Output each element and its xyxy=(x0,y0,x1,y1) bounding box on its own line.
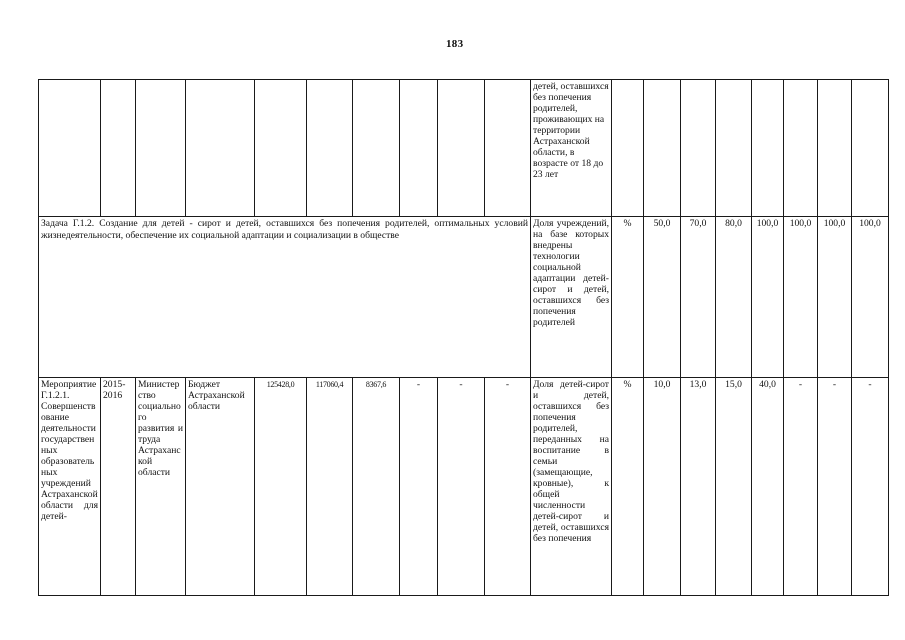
cell-value-7 xyxy=(852,80,889,217)
table-row-continuation xyxy=(39,80,889,217)
cell-value-4: 100,0 xyxy=(752,217,784,378)
cell-indicator: Доля учреждений, на базе которых внедрены технологии социальной адаптации детей-сирот и детей, оставшихся без попечения родителей xyxy=(531,217,612,378)
cell-year2 xyxy=(353,80,400,217)
table-row-task xyxy=(39,217,889,378)
cell-value-4 xyxy=(752,80,784,217)
cell-executor: Министерство социального развития и труда Астраханской области xyxy=(136,378,186,596)
cell-unit: % xyxy=(612,217,644,378)
cell-value-1: 10,0 xyxy=(644,378,681,596)
cell-total xyxy=(255,80,307,217)
cell-year4: - xyxy=(438,378,485,596)
cell-year3 xyxy=(400,80,438,217)
cell-value-1: 50,0 xyxy=(644,217,681,378)
page-number: 183 xyxy=(446,38,464,50)
cell-value-6 xyxy=(818,80,852,217)
cell-value-2: 70,0 xyxy=(681,217,716,378)
cell-value-1 xyxy=(644,80,681,217)
cell-indicator: детей, оставшихся без попечения родителей, проживающих на территории Астраханской области, в возрасте от 18 до 23 лет xyxy=(531,80,612,217)
cell-value-4: 40,0 xyxy=(752,378,784,596)
cell-value-3: 15,0 xyxy=(716,378,752,596)
cell-year2: 8367,6 xyxy=(353,378,400,596)
program-table xyxy=(38,79,889,596)
cell-value-7: 100,0 xyxy=(852,217,889,378)
cell-value-3 xyxy=(716,80,752,217)
cell-year3: - xyxy=(400,378,438,596)
cell-source: Бюджет Астраханской области xyxy=(186,378,255,596)
cell-source xyxy=(186,80,255,217)
cell-value-7: - xyxy=(852,378,889,596)
cell-event xyxy=(39,80,101,217)
cell-unit: % xyxy=(612,378,644,596)
cell-value-5: - xyxy=(784,378,818,596)
cell-total: 125428,0 xyxy=(255,378,307,596)
cell-year1 xyxy=(307,80,353,217)
cell-year5: - xyxy=(485,378,531,596)
cell-year1: 117060,4 xyxy=(307,378,353,596)
cell-indicator: Доля детей-сирот и детей, оставшихся без попечения родителей, переданных на воспитание в семьи (замещающие, кровные), к общей численности детей-сирот и детей, оставшихся без попечения xyxy=(531,378,612,596)
cell-event: Мероприятие Г.1.2.1. Совершенствование деятельности государственных образовательных учреждений Астраханской области для детей- xyxy=(39,378,101,596)
cell-value-5: 100,0 xyxy=(784,217,818,378)
cell-value-3: 80,0 xyxy=(716,217,752,378)
cell-year4 xyxy=(438,80,485,217)
table-row-event xyxy=(39,378,889,596)
cell-value-5 xyxy=(784,80,818,217)
cell-value-2: 13,0 xyxy=(681,378,716,596)
cell-unit xyxy=(612,80,644,217)
cell-period xyxy=(101,80,136,217)
cell-value-6: - xyxy=(818,378,852,596)
cell-period: 2015-2016 xyxy=(101,378,136,596)
task-description: Задача Г.1.2. Создание для детей - сирот и детей, оставшихся без попечения родителей, оптимальных условий жизнедеятельности, обеспечение их социальной адаптации и социализации в обществе xyxy=(39,217,531,378)
cell-year5 xyxy=(485,80,531,217)
cell-value-6: 100,0 xyxy=(818,217,852,378)
cell-executor xyxy=(136,80,186,217)
cell-value-2 xyxy=(681,80,716,217)
